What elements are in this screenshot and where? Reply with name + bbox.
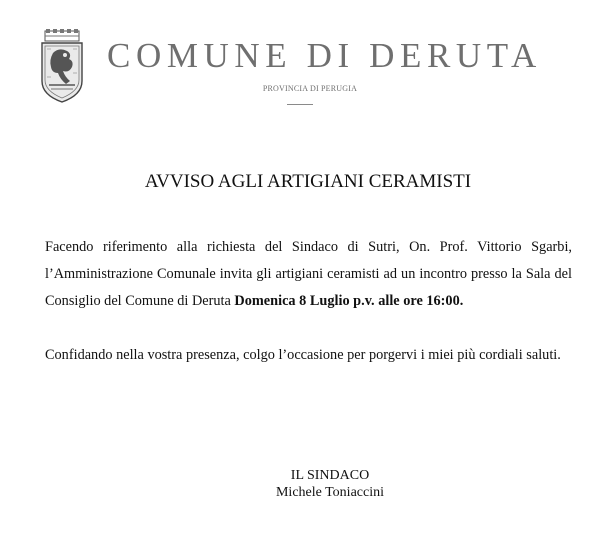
signature-role: IL SINDACO: [290, 468, 370, 483]
letterhead-divider: [287, 104, 313, 105]
coat-of-arms-icon: [39, 29, 85, 103]
notice-paragraph-1: [45, 234, 572, 315]
meeting-date-time: Domenica 8 Luglio p.v. alle ore 16:00.: [234, 293, 464, 309]
letterhead: [0, 0, 616, 120]
province-subtitle: PROVINCIA DI PERUGIA: [262, 84, 358, 93]
notice-heading: AVVISO AGLI ARTIGIANI CERAMISTI: [144, 171, 472, 192]
signature-block: [230, 467, 430, 501]
signature-name: Michele Toniaccini: [275, 485, 384, 500]
paragraph-1-text: Facendo riferimento alla richiesta del Sindaco di Sutri, On. Prof. Vittorio Sgarbi, l’Amministrazione Comunale invita gli artigiani ceramisti ad un incontro presso la Sala del Consiglio del Comune di Deruta: [45, 239, 572, 309]
notice-paragraph-2: Confidando nella vostra presenza, colgo l’occasione per porgervi i miei più cordiali saluti.: [45, 347, 561, 363]
municipality-title: COMUNE DI DERUTA: [107, 36, 542, 75]
